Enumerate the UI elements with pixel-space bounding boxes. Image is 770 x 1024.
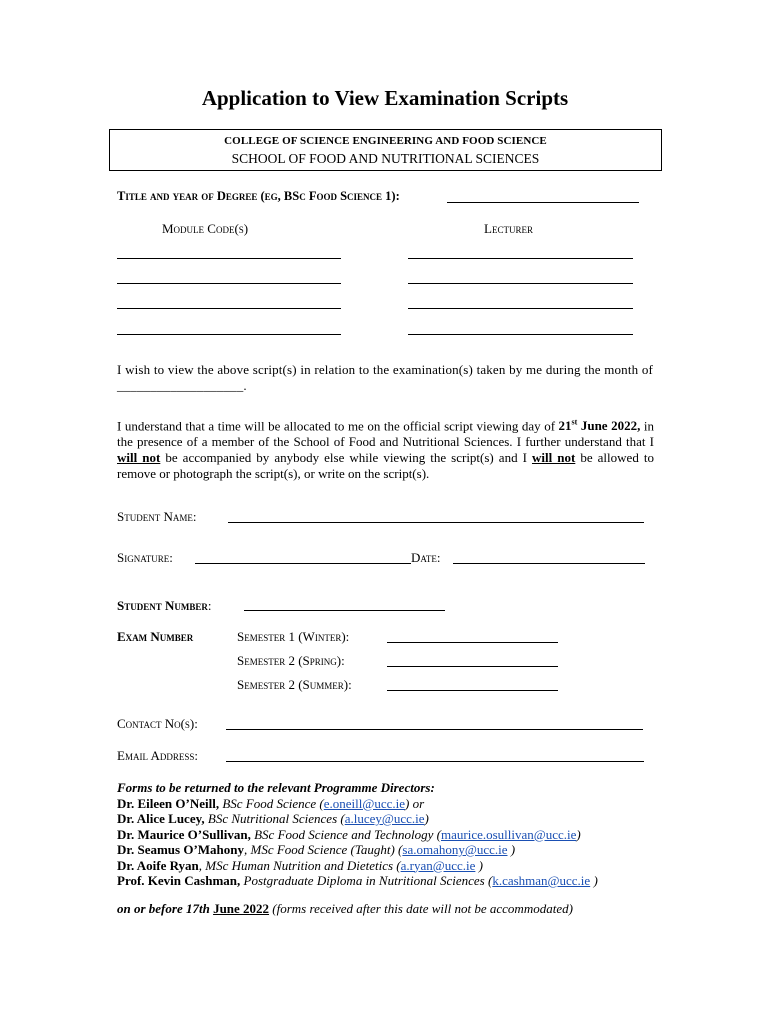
director-row: Dr. Maurice O’Sullivan, BSc Food Science and Technology (maurice.osullivan@ucc.ie)	[117, 826, 581, 842]
semester-2-summer-label: Semester 2 (Summer):	[237, 677, 352, 692]
email-label: Email Address:	[117, 748, 198, 763]
degree-field[interactable]	[447, 202, 639, 203]
email-link[interactable]: maurice.osullivan@ucc.ie	[441, 826, 577, 842]
page-title: Application to View Examination Scripts	[201, 86, 569, 110]
student-name-label: Student Name:	[117, 509, 197, 524]
deadline-note: on or before 17th June 2022 (forms received after this date will not be accommodated)	[117, 901, 573, 916]
college-name: COLLEGE OF SCIENCE ENGINEERING AND FOOD SCIENCE	[224, 135, 547, 147]
lecturer-field-3[interactable]	[408, 308, 633, 309]
signature-field[interactable]	[195, 563, 411, 564]
student-number-field[interactable]	[244, 610, 445, 611]
forms-heading: Forms to be returned to the relevant Programme Directors:	[117, 780, 435, 795]
semester-1-label: Semester 1 (Winter):	[237, 629, 350, 644]
degree-label: Title and year of Degree (eg, BSc Food Science 1):	[117, 189, 400, 203]
contact-label: Contact No(s):	[117, 716, 198, 731]
module-code-field-4[interactable]	[117, 334, 341, 335]
lecturer-label: Lecturer	[484, 221, 533, 236]
signature-label: Signature:	[117, 550, 173, 565]
contact-field[interactable]	[226, 729, 643, 730]
module-code-field-3[interactable]	[117, 308, 341, 309]
module-code-field-2[interactable]	[117, 283, 341, 284]
statement-paragraph-2: I understand that a time will be allocated to me on the official script viewing day of 21st June 2022, in the presence of a member of the School of Food and Nutritional Sciences. I further understand that I will not be accompanied by anybody else while viewing the script(s) and I will not be allowed to remove or photograph the script(s), or write on the script(s).	[117, 418, 654, 482]
email-link[interactable]: e.oneill@ucc.ie	[323, 795, 406, 811]
statement-paragraph-1: I wish to view the above script(s) in relation to the examination(s) taken by me during the month of ___________________.	[117, 362, 653, 393]
date-label: Date:	[411, 550, 441, 565]
student-number-label: Student Number:	[117, 598, 212, 613]
student-name-field[interactable]	[228, 522, 644, 523]
lecturer-field-4[interactable]	[408, 334, 633, 335]
director-row: Dr. Alice Lucey, BSc Nutritional Sciences (a.lucey@ucc.ie)	[117, 811, 429, 826]
lecturer-field-1[interactable]	[408, 258, 633, 259]
lecturer-field-2[interactable]	[408, 283, 633, 284]
exam-number-label: Exam Number	[117, 629, 194, 644]
semester-2-spring-label: Semester 2 (Spring):	[237, 653, 345, 668]
email-field[interactable]	[226, 761, 644, 762]
date-field[interactable]	[453, 563, 645, 564]
module-code-field-1[interactable]	[117, 258, 341, 259]
email-link[interactable]: sa.omahony@ucc.ie	[402, 842, 508, 857]
semester-1-field[interactable]	[387, 642, 558, 643]
email-link[interactable]: a.ryan@ucc.ie	[400, 857, 476, 873]
school-name: SCHOOL OF FOOD AND NUTRITIONAL SCIENCES	[231, 151, 540, 166]
director-row: Dr. Seamus O’Mahony, MSc Food Science (Taught) (sa.omahony@ucc.ie )	[117, 842, 516, 857]
director-row: Dr. Aoife Ryan, MSc Human Nutrition and Dietetics (a.ryan@ucc.ie )	[117, 857, 483, 873]
module-codes-label: Module Code(s)	[162, 221, 249, 236]
director-row: Prof. Kevin Cashman, Postgraduate Diploma in Nutritional Sciences (k.cashman@ucc.ie )	[117, 873, 598, 888]
email-link[interactable]: k.cashman@ucc.ie	[492, 873, 591, 888]
semester-2-summer-field[interactable]	[387, 690, 558, 691]
email-link[interactable]: a.lucey@ucc.ie	[344, 811, 425, 826]
director-row: Dr. Eileen O’Neill, BSc Food Science (e.oneill@ucc.ie) or	[117, 795, 425, 811]
programme-directors	[117, 780, 677, 889]
semester-2-spring-field[interactable]	[387, 666, 558, 667]
